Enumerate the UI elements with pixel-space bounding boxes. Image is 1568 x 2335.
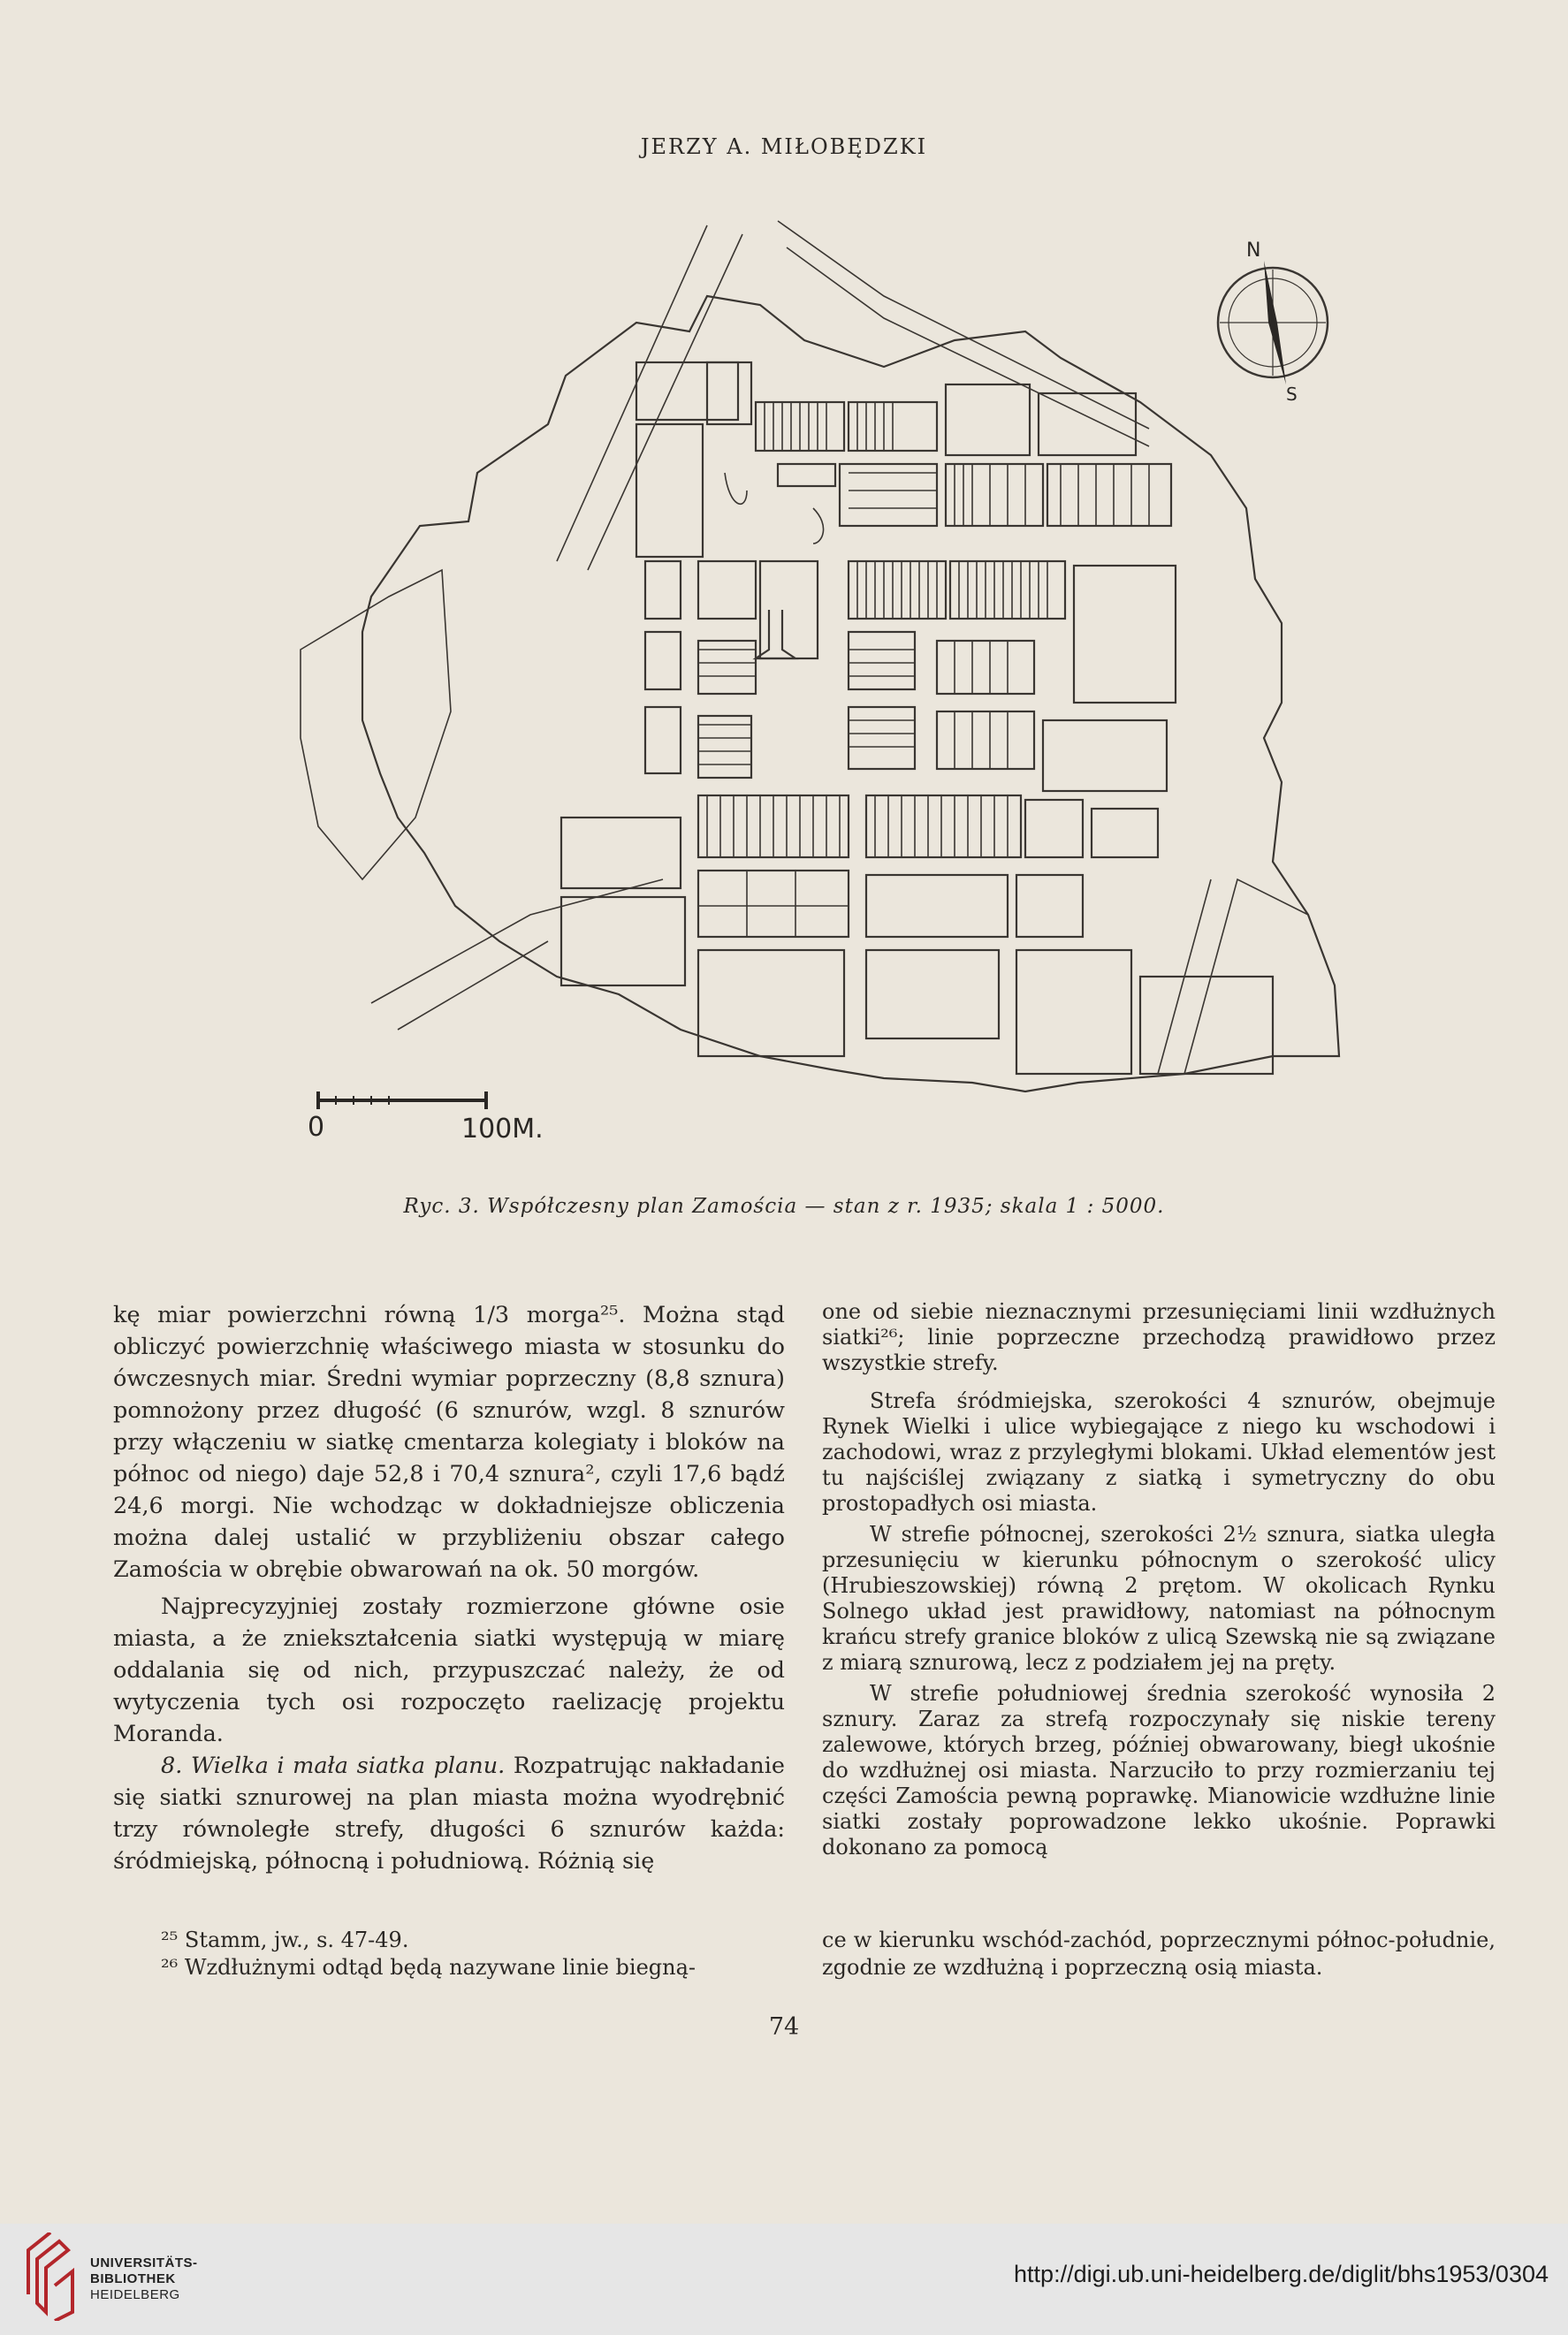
footnote-26: ²⁶ Wzdłużnymi odtąd będą nazywane linie biegną-: [161, 1955, 696, 1980]
left-paragraph-3-text: Rozpatrując nakładanie się siatki sznurowej na plan miasta można wyodrębnić trzy równoległe strefy, długości 6 sznurów każda: śródmiejską, północną i południową. Różnią się: [113, 1753, 785, 1875]
west-bastion: [301, 570, 451, 879]
north-road: [557, 225, 742, 570]
running-head: JERZY A. MIŁOBĘDZKI: [640, 134, 928, 159]
section-heading: 8. Wielka i mała siatka planu.: [161, 1753, 506, 1779]
compass-south-label: S: [1286, 384, 1298, 405]
compass-rose: [1218, 240, 1328, 405]
library-name-line-3: HEIDELBERG: [90, 2287, 180, 2302]
south-road: [371, 879, 663, 1030]
right-paragraph-1: one od siebie nieznacznymi przesunięciami linii wzdłużnych siatki²⁶; linie poprzeczne przechodzą prawidłowo przez wszystkie strefy.: [822, 1299, 1496, 1375]
footnote-26-continued: ce w kierunku wschód-zachód, poprzecznymi północ-południe, zgodnie ze wzdłużną i poprzeczną osią miasta.: [822, 1928, 1496, 1980]
town-plan-map: [265, 208, 1379, 1189]
left-paragraph-2: Najprecyzyjniej zostały rozmierzone główne osie miasta, a że zniekształcenia siatki występują w miarę oddalania się od nich, przypuszczać należy, że od wytyczenia tych osi rozpoczęto raelizację projektu Moranda.: [113, 1593, 785, 1747]
figure-caption: Ryc. 3. Współczesny plan Zamościa — stan z r. 1935; skala 1 : 5000.: [403, 1195, 1165, 1218]
town-plan-figure: [265, 208, 1379, 1189]
permalink-url[interactable]: http://digi.ub.uni-heidelberg.de/diglit/bhs1953/0304: [1014, 2261, 1549, 2287]
scale-start-label: 0: [308, 1112, 325, 1143]
compass-north-label: N: [1246, 240, 1261, 262]
footnotes-left: [161, 1927, 788, 1981]
scale-end-label: 100M.: [461, 1114, 544, 1145]
town-hall: [756, 610, 795, 658]
scale-bar: [308, 1091, 544, 1145]
footnote-25: ²⁵ Stamm, jw., s. 47-49.: [161, 1928, 409, 1952]
library-footer: [0, 2224, 1568, 2335]
left-paragraph-3: [113, 1750, 785, 1877]
library-name-line-2: BIBLIOTHEK: [90, 2271, 176, 2286]
page-number: 74: [768, 2013, 800, 2041]
library-name: [90, 2255, 198, 2303]
left-column: [113, 1299, 785, 1877]
northeast-road: [778, 221, 1149, 446]
street-blocks: [561, 362, 1273, 1074]
fortification-outline: [362, 296, 1339, 1091]
right-column: [822, 1299, 1496, 1860]
library-logo-icon[interactable]: [19, 2232, 81, 2321]
left-paragraph-1: kę miar powierzchni równą 1/3 morga²⁵. Można stąd obliczyć powierzchnię właściwego miasta w stosunku do ówczesnych miar. Średni wymiar poprzeczny (8,8 sznura) pomnożony przez długość (6 sznurów, wzgl. 8 sznurów przy włączeniu w siatkę cmentarza kolegiaty i bloków na północ od niego) daje 52,8 i 70,4 sznura², czyli 17,6 bądź 24,6 morgi. Nie wchodząc w dokładniejsze obliczenia można dalej ustalić w przybliżeniu obszar całego Zamościa w obrębie obwarowań na ok. 50 morgów.: [113, 1302, 785, 1583]
library-name-line-1: UNIVERSITÄTS-: [90, 2255, 198, 2270]
right-paragraph-4: W strefie południowej średnia szerokość wynosiła 2 sznury. Zaraz za strefą rozpoczynały się niskie tereny zalewowe, których brzeg, później obwarowany, biegł ukośnie do wzdłużnej osi miasta. Narzuciło to przy rozmierzaniu tej części Zamościa pewną poprawkę. Mianowicie wzdłużne linie siatki zostały poprowadzone lekko ukośnie. Poprawki dokonano za pomocą: [822, 1681, 1496, 1860]
right-paragraph-3: W strefie północnej, szerokości 2½ sznura, siatka uległa przesunięciu w kierunku północnym o szerokość ulicy (Hrubieszowskiej) równą 2 prętom. W okolicach Rynku Solnego układ jest prawidłowy, natomiast na północnym krańcu strefy granice bloków z ulicą Szewską nie są związane z miarą sznurową, lecz z podziałem jej na pręty.: [822, 1522, 1496, 1675]
right-paragraph-2: Strefa śródmiejska, szerokości 4 sznurów, obejmuje Rynek Wielki i ulice wybiegające z niego ku wschodowi i zachodowi, wraz z przyległymi blokami. Układ elementów jest tu najściślej związany z siatką i symetryczny do obu prostopadłych osi miasta.: [822, 1388, 1496, 1516]
